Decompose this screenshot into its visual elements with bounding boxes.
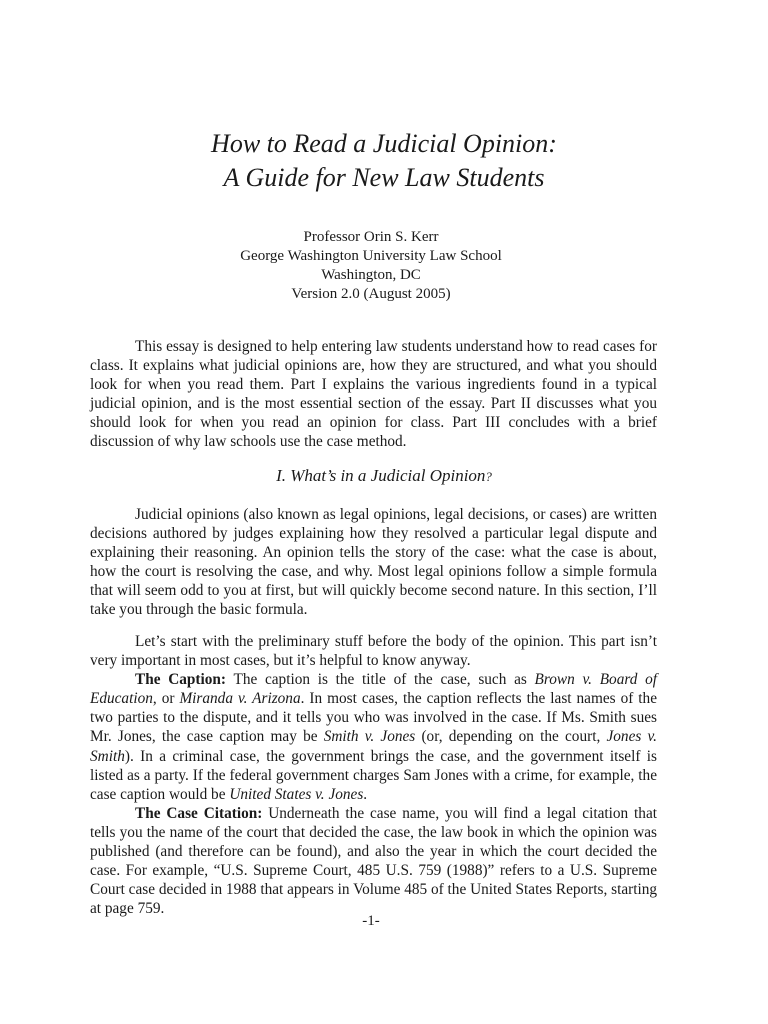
section1-paragraph-1: Judicial opinions (also known as legal opinions, legal decisions, or cases) are written decisions authored by judges explaining how they resolved a particular legal dispute and explaining their reasoning. An opinion tells the story of the case: what the case is about, how the court is resolving the case, and why. Most legal opinions follow a simple formula that will seem odd to you at first, but will quickly become second nature. In this section, I’ll take you through the basic formula.: [90, 506, 657, 619]
caption-text-5: ). In a criminal case, the government brings the case, and the government itself is listed as a party. If the federal government charges Sam Jones with a crime, for example, the case caption would be: [90, 747, 657, 803]
document-title-line-1: How to Read a Judicial Opinion:: [211, 129, 557, 158]
caption-label: The Caption:: [135, 671, 227, 689]
intro-paragraph: This essay is designed to help entering law students understand how to read cases for class. It explains what judicial opinions are, how they are structured, and what you should look for when you read them. Part I explains the various ingredients found in a typical judicial opinion, and is the most essential section of the essay. Part II discusses what you should look for when you read an opinion for class. Part III concludes with a brief discussion of why law schools use the case method.: [90, 338, 657, 451]
case-name-us-v-jones: United States v. Jones: [229, 785, 364, 803]
byline: [0, 228, 742, 304]
author-name: Professor Orin S. Kerr: [303, 229, 439, 245]
case-name-miranda: Miranda v. Arizona: [179, 690, 301, 708]
case-name-brown: Brown v. Board of Education: [90, 671, 657, 708]
caption-text-3: . In most cases, the caption reflects the last names of the two parties to the dispute, and it tells you who was involved in the case. If Ms. Smith sues Mr. Jones, the case caption may be: [90, 690, 657, 746]
location: Washington, DC: [321, 267, 421, 283]
intro-section: [90, 337, 657, 452]
section1-paragraph-2: Let’s start with the preliminary stuff before the body of the opinion. This part isn’t very important in most cases, but it’s helpful to know anyway.: [90, 633, 657, 670]
section1-body-2: [90, 632, 657, 918]
section-heading-mark: ?: [485, 469, 492, 484]
section1-body-1: [90, 505, 657, 620]
case-name-smith-v-jones: Smith v. Jones: [323, 728, 416, 746]
caption-text-4: (or, depending on the court,: [415, 728, 607, 746]
caption-text-2: , or: [152, 690, 180, 708]
citation-paragraph: [90, 804, 657, 919]
citation-label: The Case Citation:: [135, 804, 263, 822]
caption-text-1: The caption is the title of the case, such as: [226, 671, 535, 689]
caption-text-6: .: [363, 785, 368, 803]
section-heading-text: I. What’s in a Judicial Opinion: [276, 466, 486, 485]
version-info: Version 2.0 (August 2005): [291, 286, 451, 302]
page-number: -1-: [362, 913, 380, 929]
case-name-jones-v-smith: Jones v. Smith: [90, 728, 657, 765]
citation-text: Underneath the case name, you will find a legal citation that tells you the name of the court that decided the case, the law book in which the opinion was published (and therefore can be found), and also the year in which the court decided the case. For example, “U.S. Supreme Court, 485 U.S. 759 (1988)” refers to a U.S. Supreme Court case decided in 1988 that appears in Volume 485 of the United States Reports, starting at page 759.: [90, 804, 658, 918]
caption-paragraph: [90, 670, 657, 804]
document-title-line-2: A Guide for New Law Students: [223, 163, 545, 192]
institution-name: George Washington University Law School: [240, 248, 502, 264]
section-heading: [0, 465, 768, 488]
